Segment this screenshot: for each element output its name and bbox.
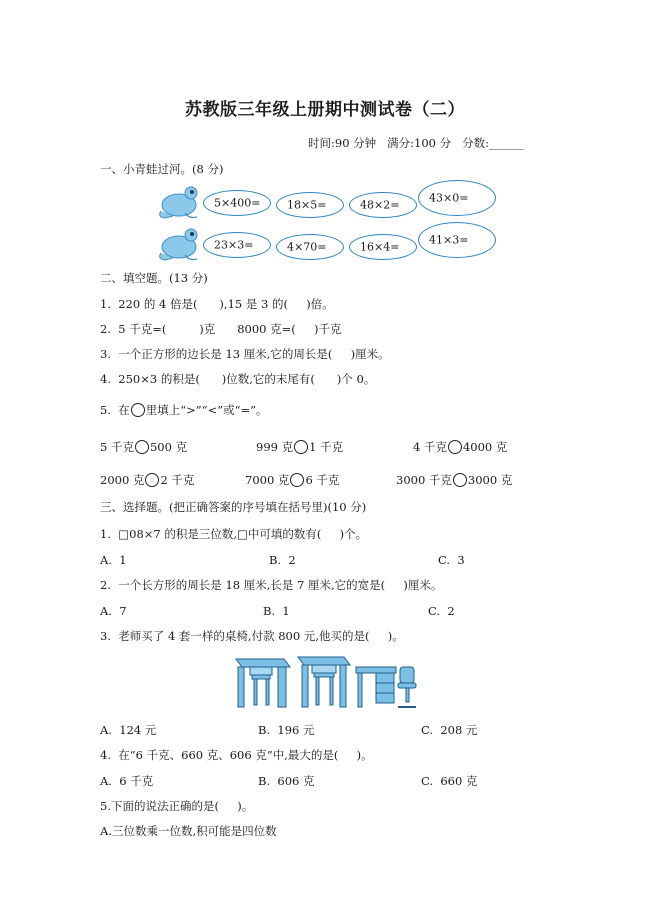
lily-pad <box>349 192 417 218</box>
circle-blank-icon <box>131 403 145 417</box>
choice-q2-option-c: C. 2 <box>428 604 455 618</box>
compare-left: 2000 克 <box>100 473 145 487</box>
choice-q2-option-b: B. 1 <box>263 604 290 618</box>
lily-pad-text: 48×2= <box>360 198 400 212</box>
choice-q4: 4. 在“6 千克、660 克、606 克”中,最大的是( )。 <box>100 748 373 762</box>
compare-right: 6 千克 <box>305 473 340 487</box>
choice-q4-option-a: A. 6 千克 <box>100 774 154 788</box>
compare-right: 4000 克 <box>462 440 508 454</box>
lily-pad <box>203 190 271 216</box>
circle-blank-icon[interactable] <box>145 473 159 487</box>
compare-item <box>100 473 194 487</box>
choice-q2: 2. 一个长方形的周长是 18 厘米,长是 7 厘米,它的宽是( )厘米。 <box>100 578 443 592</box>
compare-right: 3000 克 <box>467 473 513 487</box>
circle-blank-icon[interactable] <box>294 440 308 454</box>
compare-item <box>100 440 187 454</box>
choice-q1: 1. □08×7 的积是三位数,□中可填的数有( )个。 <box>100 527 368 541</box>
choice-q3-option-b: B. 196 元 <box>258 723 315 737</box>
fill-q4: 4. 250×3 的积是( )位数,它的末尾有( )个 0。 <box>100 372 376 386</box>
compare-left: 999 克 <box>256 440 294 454</box>
compare-item <box>396 473 512 487</box>
page-title: 苏教版三年级上册期中测试卷（二） <box>185 100 465 120</box>
lily-pad <box>418 222 496 258</box>
choice-q2-option-a: A. 7 <box>100 604 127 618</box>
frog-icon <box>155 225 203 263</box>
lily-pad-text: 41×3= <box>429 233 469 247</box>
circle-blank-icon[interactable] <box>453 473 467 487</box>
fill-q5-post: 里填上“>”“<”或“=”。 <box>145 403 268 417</box>
compare-item <box>245 473 339 487</box>
lily-pad <box>418 180 496 216</box>
compare-right: 2 千克 <box>160 473 195 487</box>
fill-q1: 1. 220 的 4 倍是( ),15 是 3 的( )倍。 <box>100 297 334 311</box>
fill-q2: 2. 5 千克=( )克 8000 克=( )千克 <box>100 322 342 336</box>
compare-right: 500 克 <box>149 440 188 454</box>
frog-icon <box>155 183 203 221</box>
choice-q1-option-a: A. 1 <box>100 553 127 567</box>
lily-pad-text: 5×400= <box>214 196 261 210</box>
lily-pad <box>203 232 271 258</box>
choice-q4-option-c: C. 660 克 <box>421 774 478 788</box>
lily-pad-text: 43×0= <box>429 191 469 205</box>
exam-info: 时间:90 分钟 满分:100 分 分数:______ <box>308 136 524 150</box>
choice-q3-option-a: A. 124 元 <box>100 723 157 737</box>
lily-pad-text: 16×4= <box>360 240 400 254</box>
lily-pad-text: 18×5= <box>287 198 327 212</box>
compare-left: 5 千克 <box>100 440 134 454</box>
compare-right: 1 千克 <box>309 440 344 454</box>
compare-left: 4 千克 <box>413 440 447 454</box>
lily-pad-text: 4×70= <box>287 240 327 254</box>
lily-pad <box>276 192 344 218</box>
section-2-heading: 二、填空题。(13 分) <box>100 271 208 285</box>
circle-blank-icon[interactable] <box>448 440 462 454</box>
fill-q3: 3. 一个正方形的边长是 13 厘米,它的周长是( )厘米。 <box>100 347 390 361</box>
choice-q4-option-b: B. 606 克 <box>258 774 315 788</box>
choice-q3-option-c: C. 208 元 <box>421 723 478 737</box>
choice-q5-option-a: A.三位数乘一位数,积可能是四位数 <box>100 824 277 838</box>
choice-q3: 3. 老师买了 4 套一样的桌椅,付款 800 元,他买的是( )。 <box>100 629 404 643</box>
circle-blank-icon[interactable] <box>135 440 149 454</box>
fill-q5-pre: 5. 在 <box>100 403 130 417</box>
choice-q1-option-b: B. 2 <box>269 553 296 567</box>
lily-pad <box>276 234 344 260</box>
compare-left: 3000 千克 <box>396 473 452 487</box>
section-3-heading: 三、选择题。(把正确答案的序号填在括号里)(10 分) <box>100 500 367 514</box>
compare-item <box>256 440 343 454</box>
choice-q1-option-c: C. 3 <box>438 553 465 567</box>
desk-chair-illustration <box>232 653 422 713</box>
choice-q5: 5.下面的说法正确的是( )。 <box>100 799 254 813</box>
fill-q5 <box>100 403 267 417</box>
section-1-heading: 一、小青蛙过河。(8 分) <box>100 162 224 176</box>
lily-pad-text: 23×3= <box>214 238 254 252</box>
circle-blank-icon[interactable] <box>290 473 304 487</box>
compare-item <box>413 440 507 454</box>
lily-pad <box>349 234 417 260</box>
compare-left: 7000 克 <box>245 473 290 487</box>
